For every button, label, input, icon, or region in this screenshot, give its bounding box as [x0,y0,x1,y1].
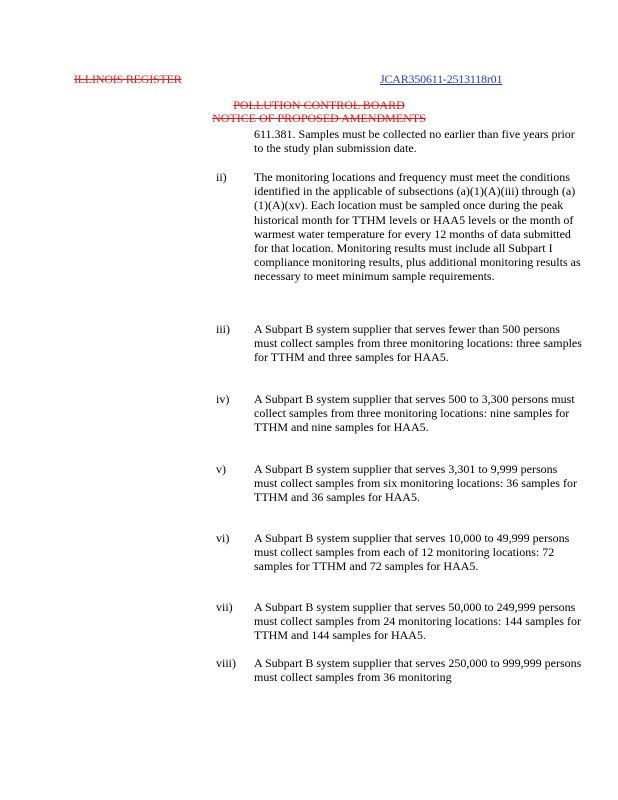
subsection-number: viii) [216,656,236,670]
jcar-identifier: JCAR350611-2513118r01 [380,72,503,86]
subsection-number: iv) [216,392,230,406]
subsection-number: iii) [216,322,230,336]
subsection-text: The monitoring locations and frequency must meet the conditions identified in the applicable of subsections (a)(1)(A)(iii) through (a)(1)(A)(xv). Each location must be sampled once during the peak historical month for TTHM levels or HAA5 levels or the month of warmest water temperature for every 12 months of data submitted for that location. Monitoring results must include all Subpart I compliance monitoring results, plus additional monitoring results as necessary to meet minimum sample requirements. [254,170,581,284]
subsection-number: vii) [216,600,233,614]
subsection-text: A Subpart B system supplier that serves 10,000 to 49,999 persons must collect samples from each of 12 monitoring locations: 72 samples for TTHM and 72 samples for HAA5. [254,531,570,574]
subsection-text: A Subpart B system supplier that serves 3,301 to 9,999 persons must collect samples from six monitoring locations: 36 samples for TTHM and 36 samples for HAA5. [254,462,577,505]
subsection-number: v) [216,462,226,476]
subsection-number: ii) [216,170,227,184]
subsection-text: A Subpart B system supplier that serves 50,000 to 249,999 persons must collect samples from 24 monitoring locations: 144 samples for TTHM and 144 samples for HAA5. [254,600,581,643]
subsection-text: A Subpart B system supplier that serves fewer than 500 persons must collect samples from three monitoring locations: three samples for TTHM and three samples for HAA5. [254,322,582,365]
register-header: ILLINOIS REGISTER [74,72,182,86]
subsection-number: vi) [216,531,230,545]
subsection-text: A Subpart B system supplier that serves 250,000 to 999,999 persons must collect samples from 36 monitoring [254,656,582,685]
subsection-text: A Subpart B system supplier that serves 500 to 3,300 persons must collect samples from three monitoring locations: nine samples for TTHM and nine samples for HAA5. [254,392,575,435]
notice-title: NOTICE OF PROPOSED AMENDMENTS [212,111,426,125]
board-title: POLLUTION CONTROL BOARD [233,98,405,112]
continuation-paragraph: 611.381. Samples must be collected no earlier than five years prior to the study plan submission date. [254,127,575,156]
